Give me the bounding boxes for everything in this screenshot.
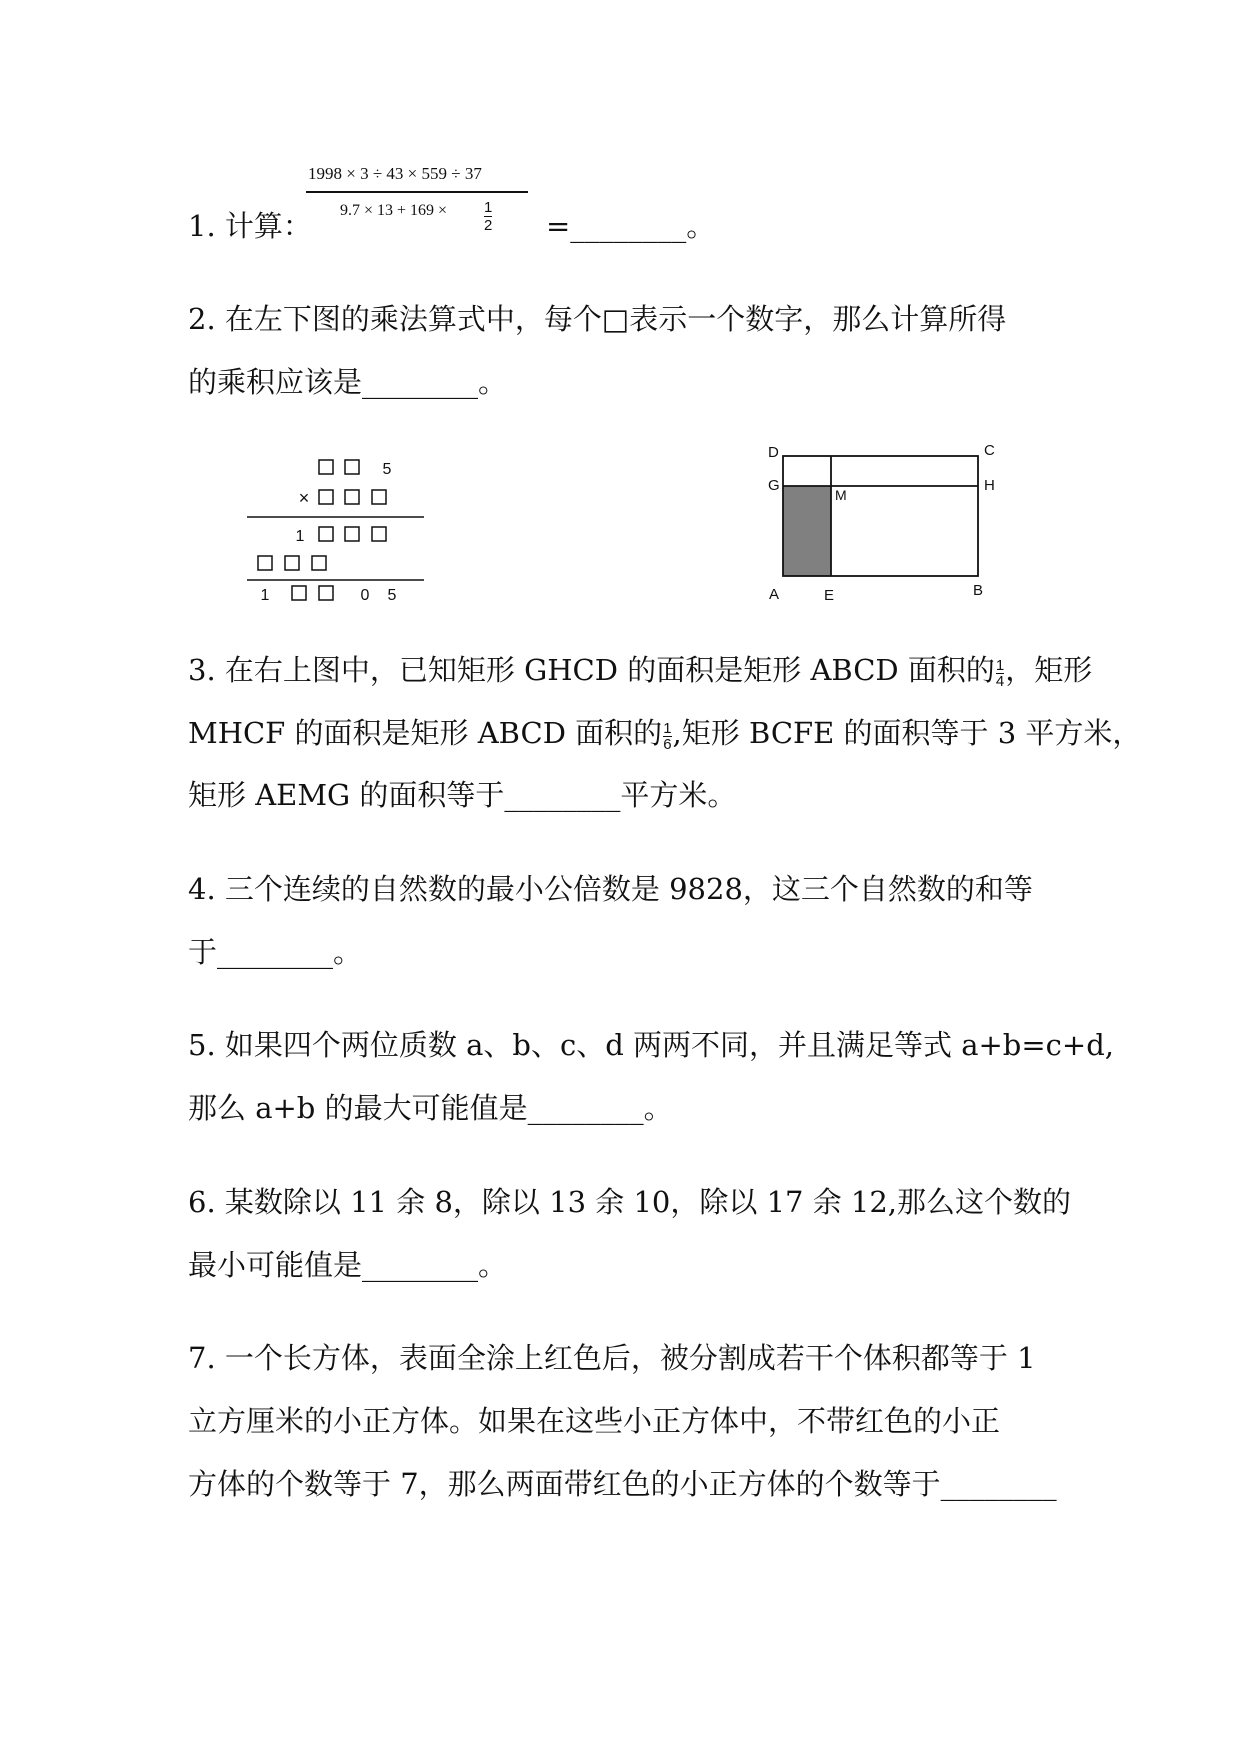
q1-numerator: 1998 × 3 ÷ 43 × 559 ÷ 37 <box>308 164 482 183</box>
digit-box <box>345 460 359 474</box>
digit-box <box>319 527 333 541</box>
q4-line-1: 4. 三个连续的自然数的最小公倍数是 9828，这三个自然数的和等 <box>188 872 1033 906</box>
q3-line-1-text-b: ，矩形 <box>1005 653 1093 687</box>
q5-line-2: 那么 a+b 的最大可能值是________。 <box>188 1091 673 1125</box>
product-digit-5: 5 <box>387 587 397 604</box>
q3-frac1-numerator: 1 <box>995 657 1005 674</box>
mult-digit-1: 1 <box>295 528 305 545</box>
label-a: A <box>769 586 780 603</box>
label-d: D <box>768 444 779 461</box>
multiplication-figure <box>240 455 430 613</box>
q3-line-2 <box>188 713 1141 753</box>
q1-label: 1. 计算： <box>188 209 312 243</box>
rectangle-figure <box>760 440 1000 610</box>
q3-fraction-sixth <box>663 721 671 752</box>
q3-frac1-denominator: 4 <box>995 673 1005 690</box>
digit-box <box>345 490 359 504</box>
q6-line-2: 最小可能值是________。 <box>188 1248 508 1282</box>
label-m: M <box>835 487 847 503</box>
product-digit-0: 0 <box>360 587 370 604</box>
product-digit-1: 1 <box>260 587 270 604</box>
label-g: G <box>768 477 780 494</box>
q1-half-numerator: 1 <box>484 199 493 216</box>
q7-line-2: 立方厘米的小正方体。如果在这些小正方体中，不带红色的小正 <box>188 1404 1001 1438</box>
mult-digit-5: 5 <box>382 461 392 478</box>
q5-line-1: 5. 如果四个两位质数 a、b、c、d 两两不同，并且满足等式 a+b=c+d, <box>188 1028 1114 1062</box>
q1-answer-blank: =________。 <box>546 209 716 243</box>
q3-frac2-numerator: 1 <box>663 720 672 737</box>
label-c: C <box>984 442 995 459</box>
q3-line-3: 矩形 AEMG 的面积等于________平方米。 <box>188 778 737 812</box>
mult-sign: × <box>298 488 310 508</box>
q3-line-1-text-a: 3. 在右上图中，已知矩形 GHCD 的面积是矩形 ABCD 面积的 <box>188 653 995 687</box>
q4-line-2: 于________。 <box>188 935 363 969</box>
q1-half-denominator: 2 <box>484 217 493 234</box>
q1-fraction-bar <box>306 191 528 193</box>
q7-line-1: 7. 一个长方体，表面全涂上红色后，被分割成若干个体积都等于 1 <box>188 1341 1036 1375</box>
digit-box <box>372 490 386 504</box>
label-b: B <box>973 582 984 599</box>
q2-line-1: 2. 在左下图的乘法算式中，每个□表示一个数字，那么计算所得 <box>188 302 1007 336</box>
q3-line-1 <box>188 650 1092 690</box>
q7-line-3: 方体的个数等于 7，那么两面带红色的小正方体的个数等于________ <box>188 1467 1057 1501</box>
q3-fraction-quarter <box>996 658 1004 689</box>
digit-box <box>292 586 306 600</box>
digit-box <box>345 527 359 541</box>
digit-box <box>372 527 386 541</box>
shaded-rect-aemg <box>783 486 831 576</box>
q2-line-2: 的乘积应该是________。 <box>188 365 508 399</box>
q3-line-2-text-a: MHCF 的面积是矩形 ABCD 面积的 <box>188 716 663 750</box>
digit-box <box>319 586 333 600</box>
label-e: E <box>824 587 835 604</box>
q6-line-1: 6. 某数除以 11 余 8，除以 13 余 10，除以 17 余 12,那么这个数的 <box>188 1185 1072 1219</box>
q3-line-2-text-b: ,矩形 BCFE 的面积等于 3 平方米， <box>672 716 1142 750</box>
digit-box <box>319 490 333 504</box>
q1-half-fraction <box>484 199 492 234</box>
label-h: H <box>984 477 995 494</box>
digit-box <box>312 556 326 570</box>
q1-denominator: 9.7 × 13 + 169 × <box>340 202 448 219</box>
digit-box <box>319 460 333 474</box>
digit-box <box>258 556 272 570</box>
digit-box <box>285 556 299 570</box>
q3-frac2-denominator: 6 <box>663 736 672 753</box>
